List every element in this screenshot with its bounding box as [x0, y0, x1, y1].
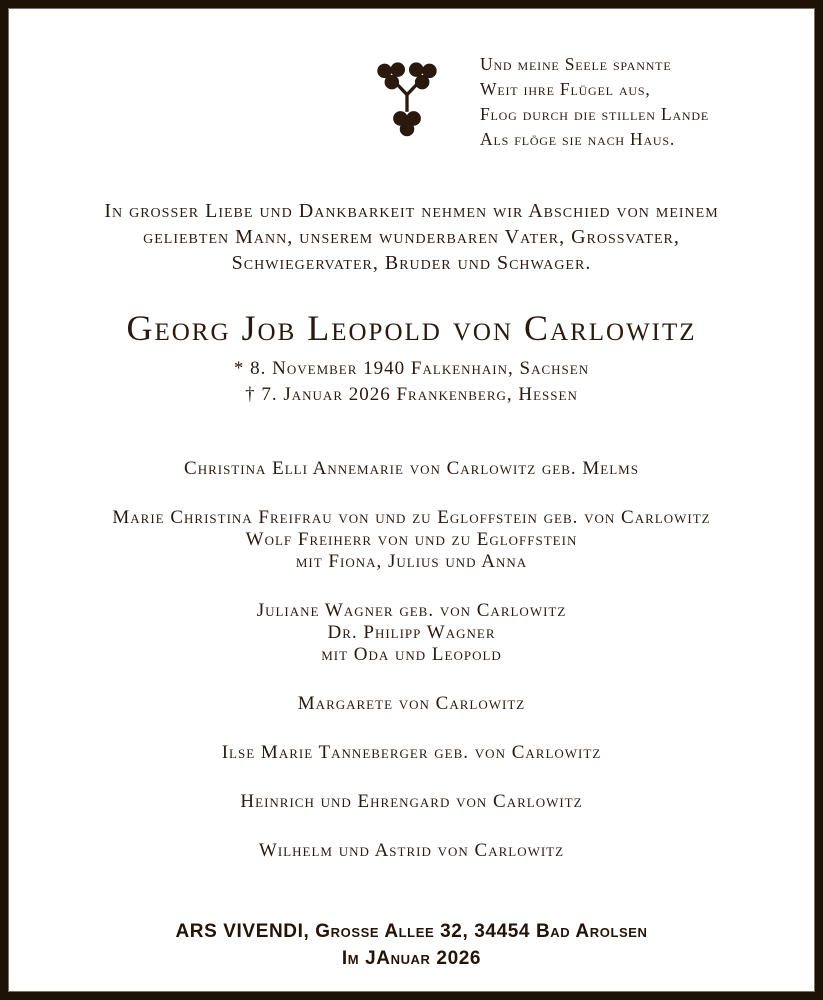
mourner-line: Wolf Freiherr von und zu Egloffstein — [245, 529, 578, 550]
memorial-poem — [480, 52, 709, 152]
obituary-content — [8, 8, 815, 972]
deceased-name: Georg Job Leopold von Carlowitz — [126, 308, 697, 348]
mourner-line: Margarete von Carlowitz — [297, 693, 526, 714]
mourner-group — [8, 600, 815, 666]
mourner-line: Juliane Wagner geb. von Carlowitz — [256, 600, 567, 621]
mourner-group — [8, 693, 815, 715]
footer — [8, 918, 815, 972]
life-dates — [8, 356, 815, 408]
mourner-group — [8, 840, 815, 862]
trefoil-branch-icon — [374, 54, 440, 138]
mourner-group — [8, 742, 815, 764]
mourners-list — [8, 458, 815, 862]
funeral-home-address: ARS VIVENDI, Grosse Allee 32, 34454 Bad Arolsen — [175, 921, 648, 942]
mourner-line: Marie Christina Freifrau von und zu Egloffstein geb. von Carlowitz — [112, 507, 711, 528]
death-date-line: † 7. Januar 2026 Frankenberg, Hessen — [245, 384, 578, 405]
intro-text: In grosser Liebe und Dankbarkeit nehmen wir Abschied von meinem geliebten Mann, unserem wunderbaren Vater, Grossvater, Schwiegervater, Bruder und Schwager. — [104, 200, 719, 274]
mourner-line: Dr. Philipp Wagner — [327, 622, 496, 643]
mourner-line: mit Fiona, Julius und Anna — [295, 551, 528, 572]
mourner-line: mit Oda und Leopold — [321, 644, 502, 665]
mourner-line: Ilse Marie Tanneberger geb. von Carlowitz — [221, 742, 602, 763]
birth-date-line: * 8. November 1940 Falkenhain, Sachsen — [233, 358, 590, 379]
mourner-line: Wilhelm und Astrid von Carlowitz — [258, 840, 565, 861]
mourner-line: Heinrich und Ehrengard von Carlowitz — [240, 791, 583, 812]
poem-line: Weit ihre Flügel aus, — [480, 79, 651, 99]
poem-line: Flog durch die stillen Lande — [480, 104, 709, 124]
mourner-group — [8, 791, 815, 813]
mourner-group — [8, 507, 815, 573]
mourner-group — [8, 458, 815, 480]
mourner-line: Christina Elli Annemarie von Carlowitz geb. Melms — [184, 458, 639, 479]
notice-date: Im JAnuar 2026 — [341, 948, 482, 969]
poem-line: Als flöge sie nach Haus. — [480, 129, 676, 149]
top-section — [374, 52, 815, 152]
poem-line: Und meine Seele spannte — [480, 54, 672, 74]
